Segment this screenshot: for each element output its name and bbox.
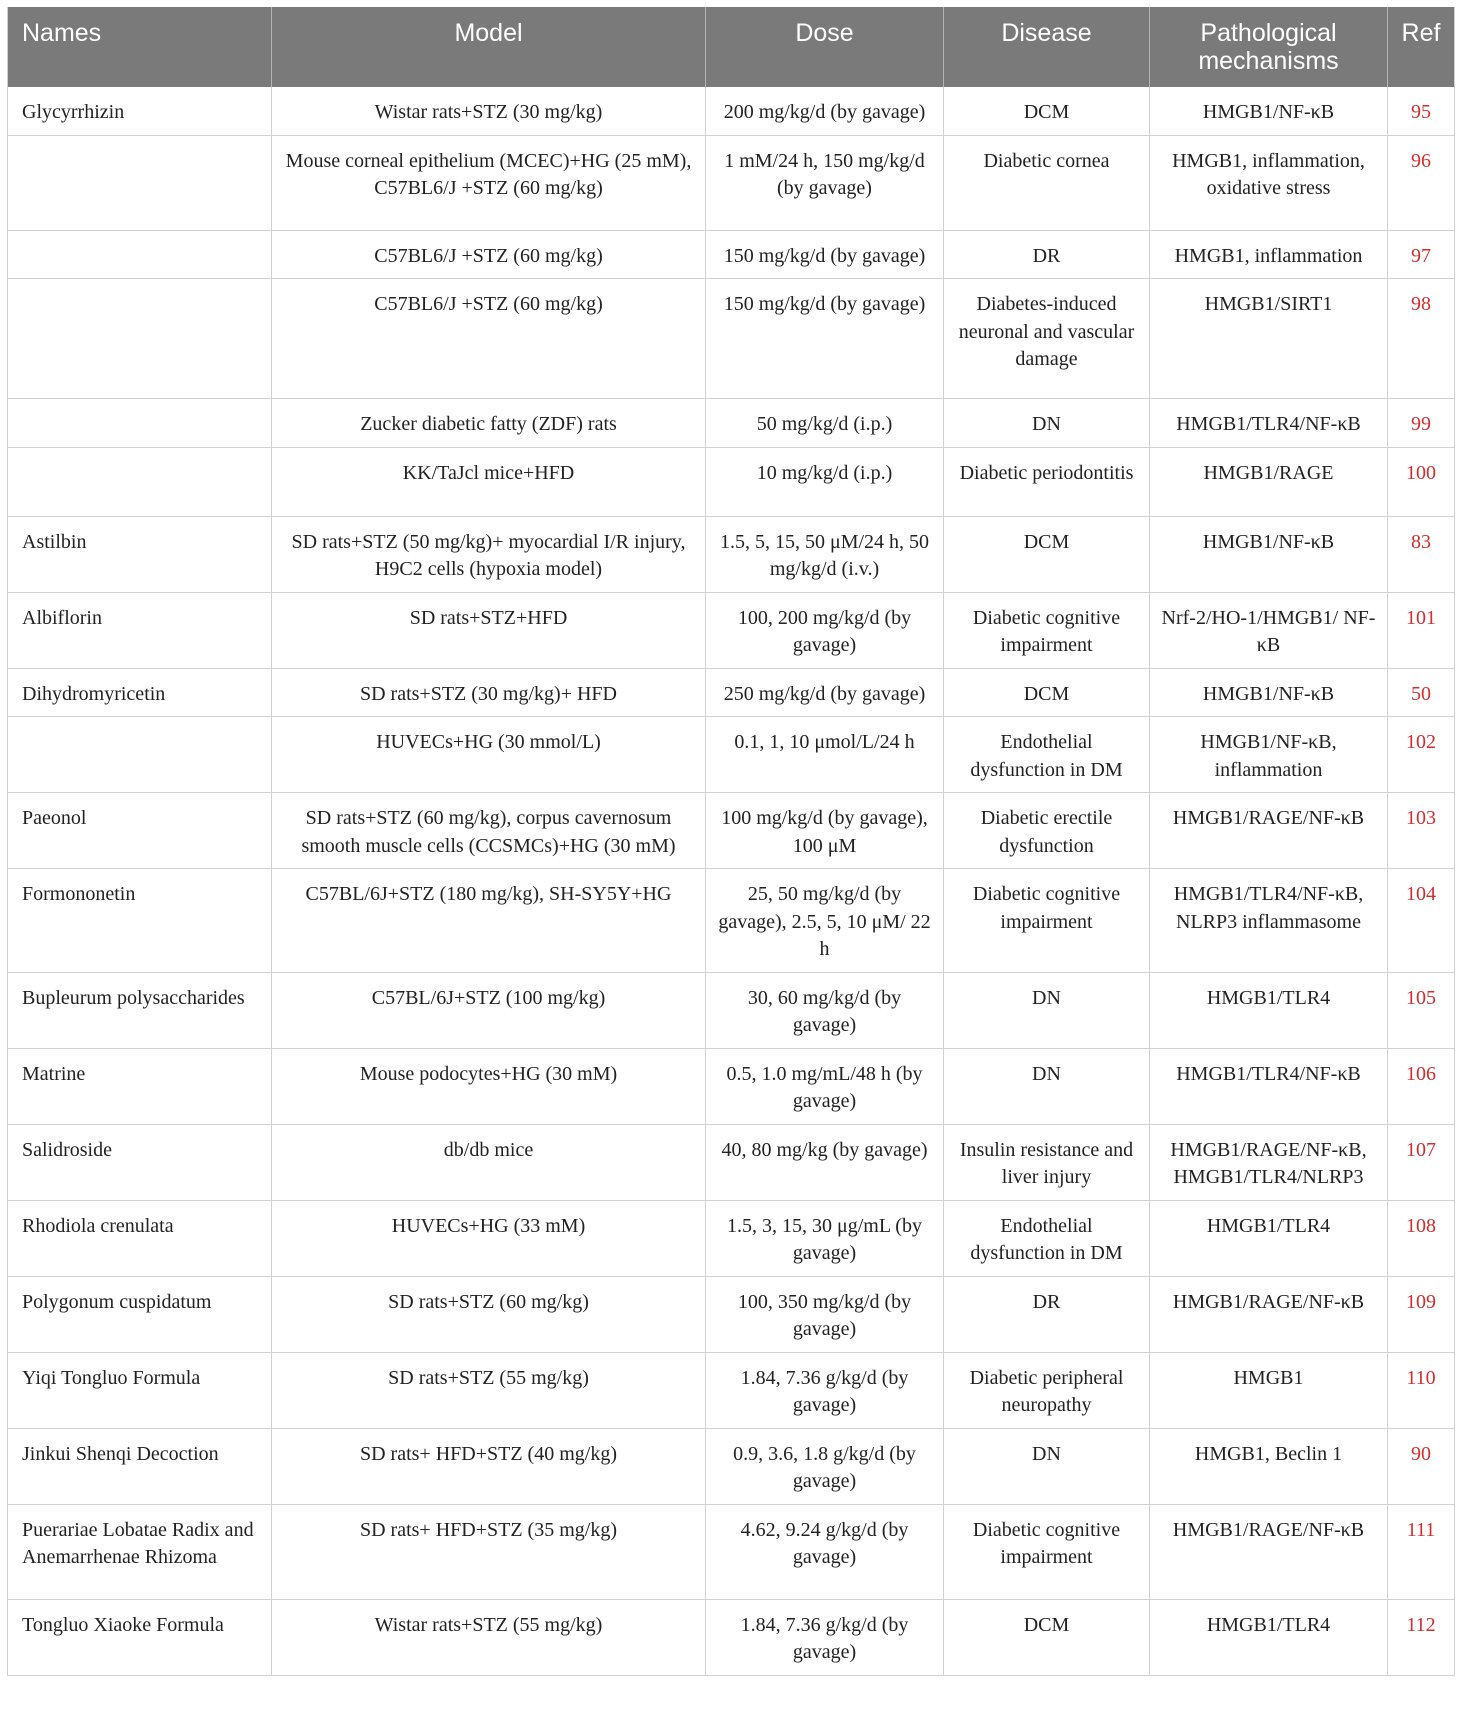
cell-disease: DCM bbox=[944, 516, 1150, 592]
cell-model: Wistar rats+STZ (55 mg/kg) bbox=[272, 1599, 706, 1675]
cell-ref[interactable]: 107 bbox=[1388, 1124, 1455, 1200]
table-row bbox=[8, 1599, 1455, 1675]
cell-model: SD rats+ HFD+STZ (35 mg/kg) bbox=[272, 1504, 706, 1599]
table-row bbox=[8, 793, 1455, 869]
cell-disease: DCM bbox=[944, 87, 1150, 135]
cell-model: C57BL/6J+STZ (100 mg/kg) bbox=[272, 972, 706, 1048]
cell-mechanism: HMGB1/NF-κB bbox=[1150, 87, 1388, 135]
cell-dose: 0.1, 1, 10 μmol/L/24 h bbox=[706, 717, 944, 793]
cell-ref[interactable]: 109 bbox=[1388, 1276, 1455, 1352]
cell-ref[interactable]: 50 bbox=[1388, 668, 1455, 717]
cell-disease: Diabetic cognitive impairment bbox=[944, 869, 1150, 973]
cell-name: Jinkui Shenqi Decoction bbox=[8, 1428, 272, 1504]
cell-disease: DN bbox=[944, 399, 1150, 448]
cell-disease: Diabetic erectile dysfunction bbox=[944, 793, 1150, 869]
header-dose: Dose bbox=[706, 7, 944, 87]
cell-disease: Diabetes-induced neuronal and vascular damage bbox=[944, 279, 1150, 399]
cell-ref[interactable]: 102 bbox=[1388, 717, 1455, 793]
cell-name bbox=[8, 135, 272, 230]
cell-disease: DN bbox=[944, 1048, 1150, 1124]
cell-disease: Diabetic cognitive impairment bbox=[944, 592, 1150, 668]
cell-name bbox=[8, 447, 272, 516]
cell-name: Matrine bbox=[8, 1048, 272, 1124]
cell-ref[interactable]: 98 bbox=[1388, 279, 1455, 399]
cell-disease: DR bbox=[944, 230, 1150, 279]
cell-mechanism: HMGB1 bbox=[1150, 1352, 1388, 1428]
table-container bbox=[7, 7, 1454, 1676]
table-header bbox=[8, 7, 1455, 87]
cell-dose: 1.84, 7.36 g/kg/d (by gavage) bbox=[706, 1352, 944, 1428]
table-row bbox=[8, 972, 1455, 1048]
cell-dose: 100, 200 mg/kg/d (by gavage) bbox=[706, 592, 944, 668]
cell-ref[interactable]: 96 bbox=[1388, 135, 1455, 230]
cell-dose: 100 mg/kg/d (by gavage), 100 μM bbox=[706, 793, 944, 869]
table-row bbox=[8, 1048, 1455, 1124]
cell-disease: DCM bbox=[944, 1599, 1150, 1675]
cell-name bbox=[8, 717, 272, 793]
cell-model: C57BL6/J +STZ (60 mg/kg) bbox=[272, 230, 706, 279]
cell-dose: 1.5, 5, 15, 50 μM/24 h, 50 mg/kg/d (i.v.) bbox=[706, 516, 944, 592]
cell-dose: 150 mg/kg/d (by gavage) bbox=[706, 279, 944, 399]
cell-model: HUVECs+HG (33 mM) bbox=[272, 1200, 706, 1276]
cell-dose: 150 mg/kg/d (by gavage) bbox=[706, 230, 944, 279]
cell-model: SD rats+ HFD+STZ (40 mg/kg) bbox=[272, 1428, 706, 1504]
cell-disease: Diabetic periodontitis bbox=[944, 447, 1150, 516]
cell-mechanism: HMGB1/RAGE/NF-κB, HMGB1/TLR4/NLRP3 bbox=[1150, 1124, 1388, 1200]
cell-dose: 50 mg/kg/d (i.p.) bbox=[706, 399, 944, 448]
cell-ref[interactable]: 108 bbox=[1388, 1200, 1455, 1276]
cell-name bbox=[8, 399, 272, 448]
cell-dose: 10 mg/kg/d (i.p.) bbox=[706, 447, 944, 516]
cell-model: SD rats+STZ+HFD bbox=[272, 592, 706, 668]
cell-disease: DN bbox=[944, 972, 1150, 1048]
cell-mechanism: HMGB1/SIRT1 bbox=[1150, 279, 1388, 399]
table-row bbox=[8, 399, 1455, 448]
table-row bbox=[8, 592, 1455, 668]
cell-name: Paeonol bbox=[8, 793, 272, 869]
cell-model: C57BL/6J+STZ (180 mg/kg), SH-SY5Y+HG bbox=[272, 869, 706, 973]
cell-mechanism: HMGB1, inflammation, oxidative stress bbox=[1150, 135, 1388, 230]
cell-mechanism: HMGB1/TLR4 bbox=[1150, 1200, 1388, 1276]
cell-disease: DCM bbox=[944, 668, 1150, 717]
header-ref: Ref bbox=[1388, 7, 1455, 87]
cell-ref[interactable]: 112 bbox=[1388, 1599, 1455, 1675]
header-row bbox=[8, 7, 1455, 87]
cell-name: Polygonum cuspidatum bbox=[8, 1276, 272, 1352]
cell-mechanism: HMGB1/NF-κB, inflammation bbox=[1150, 717, 1388, 793]
cell-disease: Diabetic peripheral neuropathy bbox=[944, 1352, 1150, 1428]
cell-model: Wistar rats+STZ (30 mg/kg) bbox=[272, 87, 706, 135]
table-row bbox=[8, 230, 1455, 279]
cell-ref[interactable]: 111 bbox=[1388, 1504, 1455, 1599]
cell-mechanism: HMGB1/NF-κB bbox=[1150, 516, 1388, 592]
cell-disease: Diabetic cognitive impairment bbox=[944, 1504, 1150, 1599]
cell-dose: 0.9, 3.6, 1.8 g/kg/d (by gavage) bbox=[706, 1428, 944, 1504]
cell-ref[interactable]: 103 bbox=[1388, 793, 1455, 869]
cell-dose: 100, 350 mg/kg/d (by gavage) bbox=[706, 1276, 944, 1352]
cell-mechanism: HMGB1, Beclin 1 bbox=[1150, 1428, 1388, 1504]
cell-model: SD rats+STZ (55 mg/kg) bbox=[272, 1352, 706, 1428]
cell-dose: 0.5, 1.0 mg/mL/48 h (by gavage) bbox=[706, 1048, 944, 1124]
cell-mechanism: HMGB1/TLR4/NF-κB, NLRP3 inflammasome bbox=[1150, 869, 1388, 973]
cell-model: SD rats+STZ (60 mg/kg) bbox=[272, 1276, 706, 1352]
table-row bbox=[8, 447, 1455, 516]
table-row bbox=[8, 1428, 1455, 1504]
cell-mechanism: HMGB1/RAGE bbox=[1150, 447, 1388, 516]
cell-model: HUVECs+HG (30 mmol/L) bbox=[272, 717, 706, 793]
cell-dose: 4.62, 9.24 g/kg/d (by gavage) bbox=[706, 1504, 944, 1599]
cell-ref[interactable]: 97 bbox=[1388, 230, 1455, 279]
header-model: Model bbox=[272, 7, 706, 87]
cell-disease: Diabetic cornea bbox=[944, 135, 1150, 230]
cell-model: Zucker diabetic fatty (ZDF) rats bbox=[272, 399, 706, 448]
table-row bbox=[8, 1504, 1455, 1599]
cell-dose: 30, 60 mg/kg/d (by gavage) bbox=[706, 972, 944, 1048]
cell-name: Salidroside bbox=[8, 1124, 272, 1200]
cell-ref[interactable]: 105 bbox=[1388, 972, 1455, 1048]
cell-model: C57BL6/J +STZ (60 mg/kg) bbox=[272, 279, 706, 399]
table-body bbox=[8, 87, 1455, 1675]
cell-name: Tongluo Xiaoke Formula bbox=[8, 1599, 272, 1675]
cell-name: Astilbin bbox=[8, 516, 272, 592]
cell-mechanism: HMGB1/NF-κB bbox=[1150, 668, 1388, 717]
cell-ref[interactable]: 106 bbox=[1388, 1048, 1455, 1124]
cell-ref[interactable]: 110 bbox=[1388, 1352, 1455, 1428]
table-row bbox=[8, 87, 1455, 135]
cell-ref[interactable]: 104 bbox=[1388, 869, 1455, 973]
cell-ref[interactable]: 90 bbox=[1388, 1428, 1455, 1504]
table-row bbox=[8, 516, 1455, 592]
cell-mechanism: HMGB1/TLR4 bbox=[1150, 1599, 1388, 1675]
cell-dose: 1 mM/24 h, 150 mg/kg/d (by gavage) bbox=[706, 135, 944, 230]
cell-name: Puerariae Lobatae Radix and Anemarrhenae Rhizoma bbox=[8, 1504, 272, 1599]
cell-name: Bupleurum polysaccharides bbox=[8, 972, 272, 1048]
cell-ref[interactable]: 99 bbox=[1388, 399, 1455, 448]
cell-dose: 25, 50 mg/kg/d (by gavage), 2.5, 5, 10 μM/ 22 h bbox=[706, 869, 944, 973]
cell-mechanism: HMGB1/TLR4/NF-κB bbox=[1150, 399, 1388, 448]
cell-mechanism: HMGB1/RAGE/NF-κB bbox=[1150, 1504, 1388, 1599]
cell-name: Glycyrrhizin bbox=[8, 87, 272, 135]
cell-name: Dihydromyricetin bbox=[8, 668, 272, 717]
cell-mechanism: Nrf-2/HO-1/HMGB1/ NF-κB bbox=[1150, 592, 1388, 668]
cell-model: SD rats+STZ (30 mg/kg)+ HFD bbox=[272, 668, 706, 717]
header-names: Names bbox=[8, 7, 272, 87]
cell-dose: 200 mg/kg/d (by gavage) bbox=[706, 87, 944, 135]
cell-model: db/db mice bbox=[272, 1124, 706, 1200]
cell-disease: DR bbox=[944, 1276, 1150, 1352]
cell-dose: 40, 80 mg/kg (by gavage) bbox=[706, 1124, 944, 1200]
cell-dose: 1.84, 7.36 g/kg/d (by gavage) bbox=[706, 1599, 944, 1675]
cell-disease: Endothelial dysfunction in DM bbox=[944, 717, 1150, 793]
cell-model: SD rats+STZ (60 mg/kg), corpus cavernosum smooth muscle cells (CCSMCs)+HG (30 mM) bbox=[272, 793, 706, 869]
cell-name: Yiqi Tongluo Formula bbox=[8, 1352, 272, 1428]
cell-mechanism: HMGB1, inflammation bbox=[1150, 230, 1388, 279]
cell-name bbox=[8, 230, 272, 279]
cell-ref[interactable]: 83 bbox=[1388, 516, 1455, 592]
cell-disease: Insulin resistance and liver injury bbox=[944, 1124, 1150, 1200]
table-row bbox=[8, 1276, 1455, 1352]
table-row bbox=[8, 668, 1455, 717]
cell-mechanism: HMGB1/RAGE/NF-κB bbox=[1150, 793, 1388, 869]
cell-ref[interactable]: 100 bbox=[1388, 447, 1455, 516]
table-row bbox=[8, 135, 1455, 230]
table-row bbox=[8, 1352, 1455, 1428]
cell-mechanism: HMGB1/TLR4 bbox=[1150, 972, 1388, 1048]
cell-name: Formononetin bbox=[8, 869, 272, 973]
cell-model: SD rats+STZ (50 mg/kg)+ myocardial I/R injury, H9C2 cells (hypoxia model) bbox=[272, 516, 706, 592]
cell-ref[interactable]: 101 bbox=[1388, 592, 1455, 668]
header-disease: Disease bbox=[944, 7, 1150, 87]
table-row bbox=[8, 717, 1455, 793]
cell-disease: DN bbox=[944, 1428, 1150, 1504]
table-row bbox=[8, 279, 1455, 399]
cell-mechanism: HMGB1/RAGE/NF-κB bbox=[1150, 1276, 1388, 1352]
cell-model: Mouse podocytes+HG (30 mM) bbox=[272, 1048, 706, 1124]
cell-disease: Endothelial dysfunction in DM bbox=[944, 1200, 1150, 1276]
table-row bbox=[8, 1200, 1455, 1276]
cell-ref[interactable]: 95 bbox=[1388, 87, 1455, 135]
data-table bbox=[7, 7, 1455, 1676]
cell-name: Albiflorin bbox=[8, 592, 272, 668]
header-pathological-mechanisms: Pathological mechanisms bbox=[1150, 7, 1388, 87]
cell-mechanism: HMGB1/TLR4/NF-κB bbox=[1150, 1048, 1388, 1124]
table-row bbox=[8, 869, 1455, 973]
cell-model: KK/TaJcl mice+HFD bbox=[272, 447, 706, 516]
cell-name bbox=[8, 279, 272, 399]
cell-dose: 250 mg/kg/d (by gavage) bbox=[706, 668, 944, 717]
cell-name: Rhodiola crenulata bbox=[8, 1200, 272, 1276]
cell-model: Mouse corneal epithelium (MCEC)+HG (25 mM), C57BL6/J +STZ (60 mg/kg) bbox=[272, 135, 706, 230]
table-row bbox=[8, 1124, 1455, 1200]
cell-dose: 1.5, 3, 15, 30 μg/mL (by gavage) bbox=[706, 1200, 944, 1276]
